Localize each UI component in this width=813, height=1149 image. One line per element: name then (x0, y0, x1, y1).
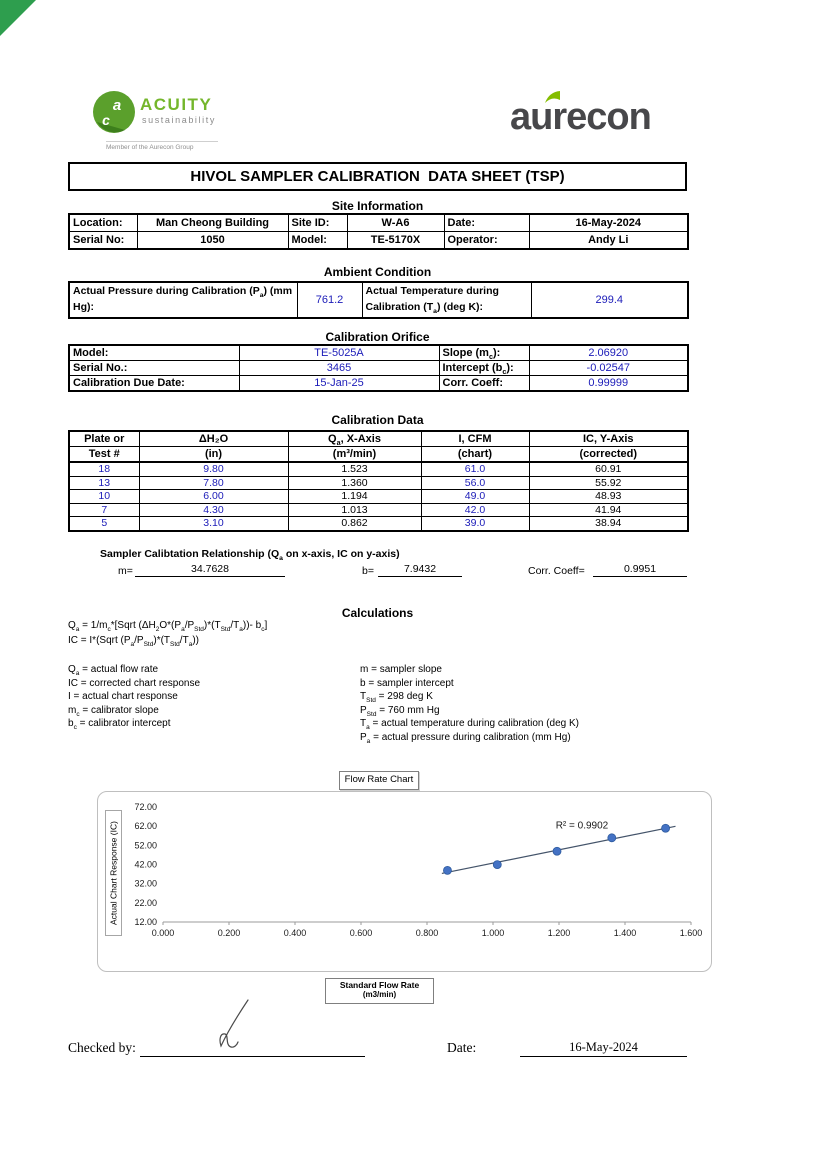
cell-i-cfm: 42.0 (421, 503, 529, 517)
cell-test-number: 10 (69, 490, 139, 504)
slope-value: 2.06920 (529, 345, 688, 361)
orifice-model-label: Model: (69, 345, 239, 361)
pressure-label: Actual Pressure during Calibration $(P_a)$ (mm Hg): (69, 282, 297, 318)
definition-line: b = sampler intercept (360, 677, 454, 689)
cell-dh2o: 9.80 (139, 462, 288, 476)
ambient-row (69, 282, 688, 318)
relationship-note: Sampler Calibtation Relationship ($Q_a$ on x-axis, IC on y-axis) (100, 548, 400, 563)
definition-line: $T_{Std} = 298$ deg K (360, 691, 433, 705)
cell-test-number: 5 (69, 517, 139, 531)
x-axis-title-line2: (m3/min) (362, 990, 397, 999)
cell-ic: 55.92 (529, 476, 688, 490)
y-tick-label: 62.00 (134, 821, 157, 832)
corr-coeff-label: Corr. Coeff: (439, 376, 529, 392)
qa-formula: $Q_a$ = $1/m_c*[Sqrt$ $(\Delta H_2O*(P_a/P_{Std})*(T_{Std}/T_a))-$ $b_c$] (68, 620, 268, 633)
cell-qa: 0.862 (288, 517, 421, 531)
calibration-row (69, 462, 688, 476)
date-value-top: 16-May-2024 (529, 214, 688, 232)
temperature-value: 299.4 (531, 282, 688, 318)
serial-no-value: 1050 (137, 232, 288, 250)
cell-ic: 48.93 (529, 490, 688, 504)
operator-label: Operator: (444, 232, 529, 250)
header-m3min: (m³/min) (288, 447, 421, 463)
definition-line: $m_c$ = calibrator slope (68, 704, 159, 718)
cell-qa: 1.013 (288, 503, 421, 517)
aurecon-logo (510, 94, 690, 144)
x-tick-label: 0.400 (283, 928, 307, 938)
y-tick-label: 22.00 (134, 897, 157, 908)
y-tick-label: 32.00 (134, 878, 157, 889)
cell-test-number: 13 (69, 476, 139, 490)
cell-qa: 1.360 (288, 476, 421, 490)
cell-qa: 1.194 (288, 490, 421, 504)
definition-line: $b_c$ = calibrator intercept (68, 718, 171, 732)
data-point (608, 834, 616, 842)
definition-line: $Q_a$ = actual flow rate (68, 664, 159, 677)
orifice-row (69, 376, 688, 392)
ic-formula: IC = I*(Sqrt $(P_a/P_{Std})*(T_{Std}/T_a)$) (68, 635, 199, 648)
r-squared-label: R² = 0.9902 (555, 820, 609, 832)
site-info-table (68, 213, 689, 250)
corner-fold-decoration (0, 0, 36, 36)
date-value: 16-May-2024 (569, 1040, 638, 1054)
header-plate: Plate or (69, 431, 139, 447)
serial-no-label: Serial No: (69, 232, 137, 250)
slope-label: Slope $(m_c)$: (439, 345, 529, 361)
calibration-data-table (68, 430, 689, 532)
checked-by-label: Checked by: (68, 1040, 136, 1055)
calibration-header-row (69, 447, 688, 463)
data-point (443, 866, 451, 874)
x-tick-label: 0.800 (415, 928, 439, 938)
cell-dh2o: 6.00 (139, 490, 288, 504)
cell-dh2o: 3.10 (139, 517, 288, 531)
definitions-right (360, 663, 690, 745)
temperature-label: Actual Temperature during Calibration $(T_a)$ (deg K): (362, 282, 531, 318)
y-tick-label: 52.00 (134, 840, 157, 851)
operator-value: Andy Li (529, 232, 688, 250)
calculations-heading: Calculations (341, 606, 414, 620)
data-point (662, 824, 670, 832)
calibration-row (69, 490, 688, 504)
calibration-row (69, 517, 688, 531)
data-point (493, 861, 501, 869)
date-label-top: Date: (444, 214, 529, 232)
cell-i-cfm: 49.0 (421, 490, 529, 504)
calibration-row (69, 503, 688, 517)
x-tick-label: 0.200 (217, 928, 241, 938)
x-tick-label: 0.000 (151, 928, 175, 938)
cell-test-number: 7 (69, 503, 139, 517)
cell-ic: 38.94 (529, 517, 688, 531)
definition-line: m = sampler slope (360, 664, 442, 675)
header-qa: $Q_a$, X-Axis (288, 431, 421, 447)
cell-qa: 1.523 (288, 462, 421, 476)
header-i-cfm: I, CFM (421, 431, 529, 447)
ambient-condition-table (68, 281, 689, 319)
svg-text:a: a (112, 97, 122, 114)
header-in: (in) (139, 447, 288, 463)
definition-line: IC = corrected chart response (68, 677, 201, 689)
header-test: Test # (69, 447, 139, 463)
site-id-label: Site ID: (288, 214, 347, 232)
definitions-left (68, 663, 353, 731)
x-tick-label: 1.600 (679, 928, 703, 938)
cell-ic: 41.94 (529, 503, 688, 517)
pressure-value: 761.2 (297, 282, 362, 318)
header-chart: (chart) (421, 447, 529, 463)
acuity-member-text: Member of the Aurecon Group (106, 141, 218, 151)
calibration-orifice-table (68, 344, 689, 392)
x-tick-label: 0.600 (349, 928, 373, 938)
cc-label: Corr. Coeff= (528, 565, 585, 577)
header-ic: IC, Y-Axis (529, 431, 688, 447)
chart-y-axis-title: Actual Chart Response (IC) (105, 810, 122, 936)
orifice-model-value: TE-5025A (239, 345, 439, 361)
data-point (553, 847, 561, 855)
cell-dh2o: 7.80 (139, 476, 288, 490)
flow-rate-chart-label: Flow Rate Chart (339, 771, 419, 790)
signature (198, 997, 268, 1059)
definition-line: $P_{Std} = 760$ mm Hg (360, 704, 440, 718)
date-line (520, 1056, 687, 1057)
b-label: b= (362, 565, 374, 577)
intercept-value: -0.02547 (529, 361, 688, 376)
intercept-label: Intercept $(b_c)$: (439, 361, 529, 376)
orifice-serial-value: 3465 (239, 361, 439, 376)
location-label: Location: (69, 214, 137, 232)
cell-i-cfm: 56.0 (421, 476, 529, 490)
site-row (69, 214, 688, 232)
header-dh2o: ΔH₂O (139, 431, 288, 447)
model-value: TE-5170X (347, 232, 444, 250)
m-value: 34.7628 (135, 563, 285, 577)
flow-rate-chart (97, 791, 712, 972)
model-label: Model: (288, 232, 347, 250)
acuity-logo-title: ACUITY (140, 95, 213, 114)
site-row (69, 232, 688, 250)
definition-line: $T_a$ = actual temperature during calibration (deg K) (360, 718, 580, 732)
date-label: Date: (447, 1040, 477, 1055)
cell-test-number: 18 (69, 462, 139, 476)
cell-dh2o: 4.30 (139, 503, 288, 517)
calibration-header-row (69, 431, 688, 447)
document-title: HIVOL SAMPLER CALIBRATION DATA SHEET (TSP) (68, 162, 687, 191)
cc-value: 0.9951 (593, 563, 687, 577)
acuity-circle-icon (92, 90, 136, 134)
due-date-value: 15-Jan-25 (239, 376, 439, 392)
m-label: m= (118, 565, 133, 577)
site-id-value: W-A6 (347, 214, 444, 232)
calibration-row (69, 476, 688, 490)
calibration-data-heading: Calibration Data (331, 413, 424, 427)
acuity-logo-subtitle: sustainability (142, 115, 216, 125)
y-tick-label: 42.00 (134, 859, 157, 870)
location-value: Man Cheong Building (137, 214, 288, 232)
x-axis-title-line1: Standard Flow Rate (339, 980, 420, 990)
cell-ic: 60.91 (529, 462, 688, 476)
x-tick-label: 1.200 (547, 928, 571, 938)
y-tick-label: 72.00 (134, 802, 157, 812)
cell-i-cfm: 61.0 (421, 462, 529, 476)
chart-plot (98, 792, 711, 969)
calibration-orifice-heading: Calibration Orifice (325, 330, 430, 344)
aurecon-leaf-icon (544, 90, 561, 109)
cell-i-cfm: 39.0 (421, 517, 529, 531)
orifice-serial-label: Serial No.: (69, 361, 239, 376)
ambient-condition-heading: Ambient Condition (323, 265, 432, 279)
chart-x-axis-title (325, 978, 434, 1004)
aurecon-wordmark: aurecon (510, 96, 651, 138)
y-tick-label: 12.00 (134, 917, 157, 927)
definition-line: $P_a$ = actual pressure during calibration (mm Hg) (360, 731, 571, 745)
due-date-label: Calibration Due Date: (69, 376, 239, 392)
orifice-row (69, 345, 688, 361)
x-tick-label: 1.400 (613, 928, 637, 938)
site-information-heading: Site Information (331, 199, 424, 213)
corr-coeff-value: 0.99999 (529, 376, 688, 392)
header-corrected: (corrected) (529, 447, 688, 463)
svg-text:c: c (102, 112, 110, 128)
definition-line: I = actual chart response (68, 691, 178, 703)
acuity-logo (92, 90, 242, 156)
orifice-row (69, 361, 688, 376)
b-value: 7.9432 (378, 563, 462, 577)
x-tick-label: 1.000 (481, 928, 505, 938)
